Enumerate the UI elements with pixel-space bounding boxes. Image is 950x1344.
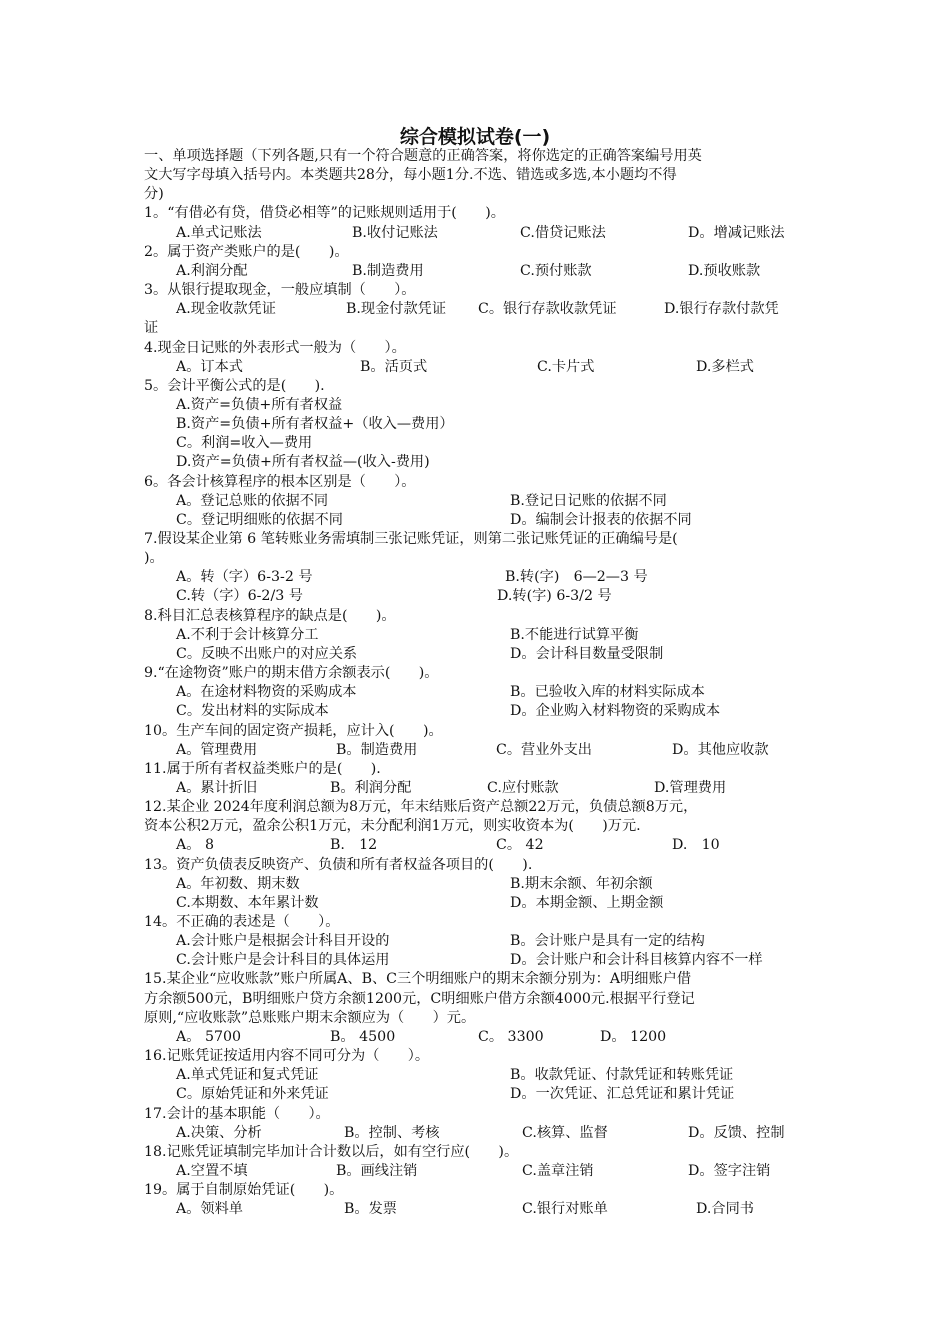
answer-option: B。收款凭证、付款凭证和转账凭证 [510,1067,734,1084]
question-stem: 8.科目汇总表核算程序的缺点是( )。 [144,607,396,624]
answer-option: A.空置不填 [176,1162,248,1179]
question-stem: 17.会计的基本职能（ ）。 [144,1105,330,1122]
answer-option: C.银行对账单 [522,1201,608,1218]
question-stem: 10。生产车间的固定资产损耗，应计入( )。 [144,722,443,739]
answer-option: B.现金付款凭证 [346,301,447,318]
answer-option: A。累计折旧 [176,779,258,796]
question-stem: 7.假设某企业第 6 笔转账业务需填制三张记账凭证，则第二张记账凭证的正确编号是( [144,531,678,547]
answer-option: A。登记总账的依据不同 [176,492,329,509]
question-stem-continued: 原则,“应收账款”总账账户期末余额应为（ ）元。 [144,1009,476,1026]
answer-option: B。控制、考核 [344,1124,440,1141]
answer-option: C.转（字）6-2/3 号 [176,588,303,605]
answer-option: B。利润分配 [330,779,412,796]
question-stem: 1。“有借必有贷，借贷必相等”的记账规则适用于( )。 [144,205,505,222]
answer-option: B.资产=负债+所有者权益+（收入—费用） [176,416,454,433]
answer-option: D。会计账户和会计科目核算内容不一样 [510,952,763,969]
answer-option: A.利润分配 [176,262,248,279]
question-stem: 19。属于自制原始凭证( )。 [144,1182,344,1199]
answer-option: C。反映不出账户的对应关系 [176,645,358,662]
answer-option: C.盖章注销 [522,1162,594,1179]
answer-option: A。年初数、期末数 [176,875,300,892]
answer-option: D. 10 [672,837,720,854]
answer-option: C。 42 [496,837,544,854]
answer-option: B。活页式 [360,358,428,375]
answer-option: D.多栏式 [696,358,754,375]
answer-option: A.现金收款凭证 [176,301,276,318]
question-stem: 2。属于资产类账户的是( )。 [144,243,349,260]
answer-option: B.转(字) 6—2—3 号 [505,569,648,586]
answer-option: D。本期金额、上期金额 [510,894,664,911]
answer-option: B。发票 [344,1201,397,1218]
question-stem: 14。不正确的表述是（ ）。 [144,914,340,930]
answer-option: B. 12 [330,837,378,854]
answer-option: C.核算、监督 [522,1124,608,1141]
answer-option: C.借贷记账法 [520,224,606,241]
answer-option: D。增减记账法 [688,224,785,241]
answer-option: A.单式记账法 [176,224,262,241]
answer-option: D。 1200 [600,1028,667,1045]
answer-option: A.单式凭证和复式凭证 [176,1067,319,1084]
question-stem: 11.属于所有者权益类账户的是( ). [144,760,381,777]
answer-option: B。 4500 [330,1028,396,1045]
answer-option: B。制造费用 [336,741,418,758]
answer-option: A.会计账户是根据会计科目开设的 [176,933,390,950]
answer-option: C.会计账户是会计科目的具体运用 [176,952,390,969]
answer-option: D。企业购入材料物资的采购成本 [510,703,721,720]
answer-option: C。营业外支出 [496,741,592,758]
answer-option: A。在途材料物资的采购成本 [176,684,357,701]
question-stem: 15.某企业“应收账款”账户所属A、B、C三个明细账户的期末余额分别为：A明细账户借 [144,971,692,988]
question-stem: 18.记账凭证填制完毕加计合计数以后，如有空行应( )。 [144,1143,519,1160]
question-stem: 5。会计平衡公式的是( ). [144,377,325,394]
answer-option: D。一次凭证、汇总凭证和累计凭证 [510,1086,735,1103]
answer-option: C。发出材料的实际成本 [176,703,329,720]
question-stem: 6。各会计核算程序的根本区别是（ ）。 [144,473,416,490]
answer-option: D.资产=负债+所有者权益—(收入-费用) [176,454,430,471]
answer-option: A.不利于会计核算分工 [176,626,319,643]
answer-option: D.管理费用 [654,779,727,796]
answer-option: D.预收账款 [688,262,761,279]
answer-option: A.资产=负债+所有者权益 [176,396,343,413]
answer-option: D.转(字) 6-3/2 号 [497,588,612,605]
answer-option: D。会计科目数量受限制 [510,645,664,662]
answer-option: B.登记日记账的依据不同 [510,492,667,509]
answer-option: C.本期数、本年累计数 [176,894,319,911]
section-heading-line: 分) [144,186,164,203]
answer-option: C.预付账款 [520,262,592,279]
answer-option: A。领料单 [176,1201,243,1218]
answer-option: B.收付记账法 [352,224,438,241]
section-heading-line: 文大写字母填入括号内。本类题共28分，每小题1分.不选、错选或多选,本小题均不得 [144,167,677,184]
answer-option: A.决策、分析 [176,1124,262,1141]
answer-option: A。管理费用 [176,741,258,758]
exam-title: 综合模拟试卷(一) [399,126,551,148]
answer-option: A。订本式 [176,358,243,375]
answer-option: A。转（字）6-3-2 号 [176,569,313,586]
question-stem: 9.“在途物资”账户的期末借方余额表示( )。 [144,665,439,682]
answer-option: C。利润=收入—费用 [176,435,313,452]
answer-option: B。会计账户是具有一定的结构 [510,933,705,950]
answer-option: B.制造费用 [352,262,424,279]
answer-option: C.卡片式 [537,358,595,375]
answer-option: C。 3300 [478,1028,544,1045]
answer-option: C。原始凭证和外来凭证 [176,1086,329,1103]
answer-option: B.不能进行试算平衡 [510,626,639,643]
answer-option: D。其他应收款 [672,741,769,758]
answer-option: D。编制会计报表的依据不同 [510,511,692,528]
answer-option: D.银行存款付款凭 [664,301,779,318]
answer-option: C。银行存款收款凭证 [478,301,617,318]
question-stem: 4.现金日记账的外表形式一般为（ ）。 [144,339,406,356]
question-stem: 3。从银行提取现金，一般应填制（ ）。 [144,282,416,299]
question-stem: 13。资产负债表反映资产、负债和所有者权益各项目的( ). [144,856,533,873]
answer-option: D。反馈、控制 [688,1124,785,1141]
question-stem-continued: 资本公积2万元，盈余公积1万元，未分配利润1万元，则实收资本为( )万元. [144,818,641,835]
answer-option: B。已验收入库的材料实际成本 [510,684,705,701]
answer-option: D。签字注销 [688,1162,771,1179]
answer-option: A。 8 [176,837,214,854]
answer-option: C。登记明细账的依据不同 [176,511,343,528]
answer-option-wrap: 证 [144,320,159,337]
question-stem-continued: 方余额500元，B明细账户贷方余额1200元，C明细账户借方余额4000元.根据平行登记 [144,990,695,1007]
answer-option: B。画线注销 [336,1162,418,1179]
answer-option: A。 5700 [176,1028,242,1045]
section-heading-line: 一、单项选择题（下列各题,只有一个符合题意的正确答案，将你选定的正确答案编号用英 [144,148,702,164]
question-stem: 12.某企业 2024年度利润总额为8万元，年末结账后资产总额22万元，负债总额8万元， [144,799,698,816]
question-stem: 16.记账凭证按适用内容不同可分为（ ）。 [144,1048,430,1065]
answer-option: C.应付账款 [487,779,559,796]
answer-option: D.合同书 [696,1201,754,1218]
answer-option: B.期末余额、年初余额 [510,875,653,892]
question-stem-continued: )。 [144,550,164,567]
